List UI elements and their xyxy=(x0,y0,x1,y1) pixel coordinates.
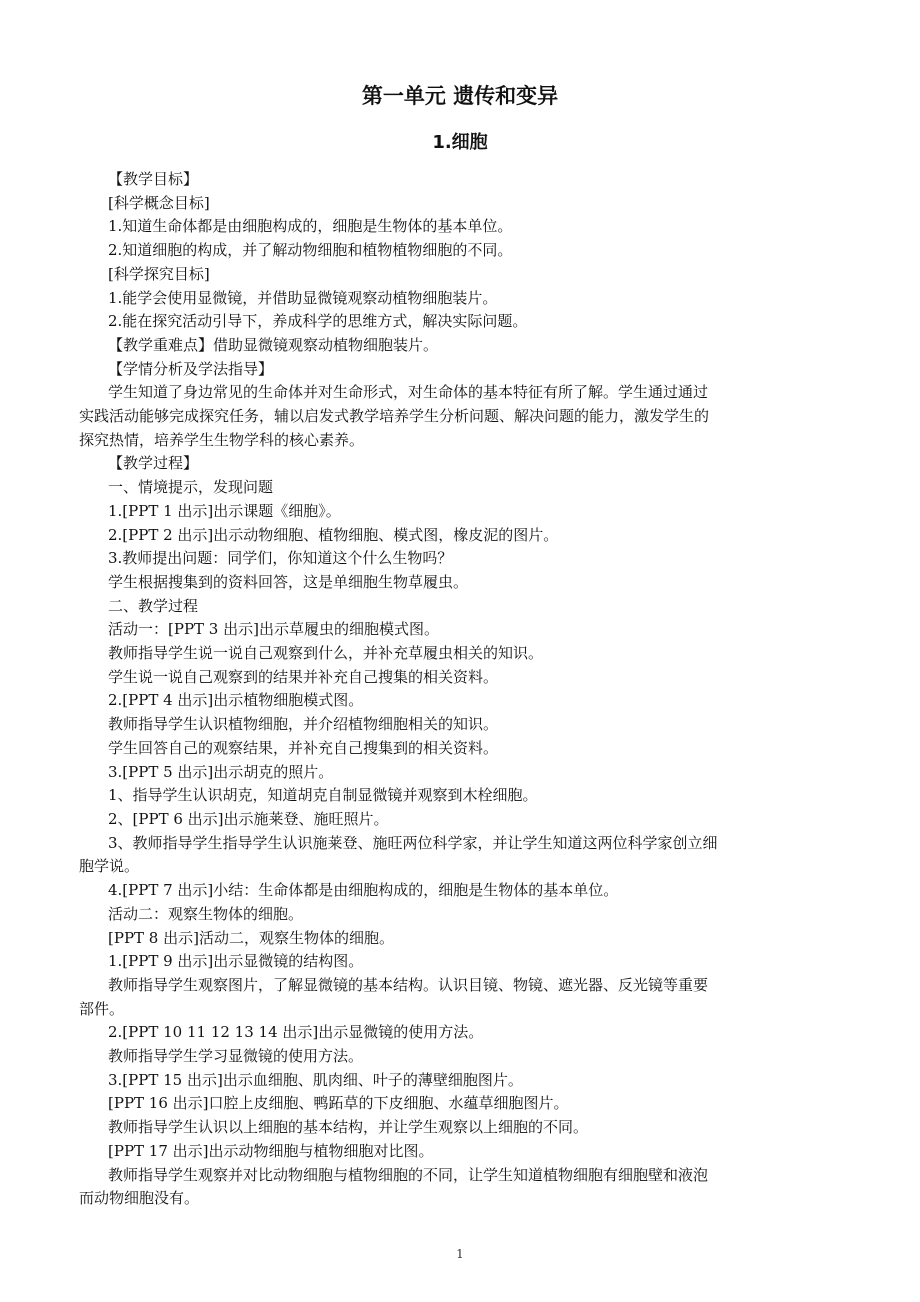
text-line: 教师指导学生认识植物细胞，并介绍植物细胞相关的知识。 xyxy=(108,715,499,734)
document-title: 第一单元 遗传和变异 xyxy=(361,84,559,108)
text-line: 教师指导学生观察图片，了解显微镜的基本结构。认识目镜、物镜、遮光器、反光镜等重要 xyxy=(108,975,709,994)
paragraph xyxy=(79,832,853,879)
text-line: 2、[PPT 6 出示]出示施莱登、施旺照片。 xyxy=(108,809,389,828)
paragraph xyxy=(79,974,853,1021)
text-line: 胞学说。 xyxy=(79,857,140,876)
text-line: [PPT 16 出示]口腔上皮细胞、鸭跖草的下皮细胞、水蕴草细胞图片。 xyxy=(108,1094,569,1113)
document-body xyxy=(79,168,853,1211)
text-line: 3.教师提出问题：同学们，你知道这个什么生物吗？ xyxy=(108,549,453,568)
text-line: 【教学重难点】借助显微镜观察动植物细胞装片。 xyxy=(108,335,439,354)
text-line: 1、指导学生认识胡克，知道胡克自制显微镜并观察到木栓细胞。 xyxy=(108,786,538,805)
text-line: [科学概念目标] xyxy=(108,193,210,212)
text-line: 探究热情，培养学生生物学科的核心素养。 xyxy=(79,430,365,449)
text-line: 教师指导学生学习显微镜的使用方法。 xyxy=(108,1047,364,1066)
paragraph xyxy=(79,1164,853,1211)
text-line: 2.[PPT 2 出示]出示动物细胞、植物细胞、模式图，橡皮泥的图片。 xyxy=(108,525,559,544)
text-line: 【教学过程】 xyxy=(108,454,199,473)
text-line: 4.[PPT 7 出示]小结：生命体都是由细胞构成的，细胞是生物体的基本单位。 xyxy=(108,881,619,900)
text-line: 教师指导学生认识以上细胞的基本结构，并让学生观察以上细胞的不同。 xyxy=(108,1118,589,1137)
text-line: 1.[PPT 1 出示]出示课题《细胞》。 xyxy=(108,501,341,520)
text-line: 2.[PPT 10 11 12 13 14 出示]出示显微镜的使用方法。 xyxy=(108,1023,484,1042)
text-line: 2.[PPT 4 出示]出示植物细胞模式图。 xyxy=(108,691,364,710)
text-line: 【学情分析及学法指导】 xyxy=(108,359,274,378)
text-line: 3.[PPT 15 出示]出示血细胞、肌肉细、叶子的薄壁细胞图片。 xyxy=(108,1070,523,1089)
text-line: 学生知道了身边常见的生命体并对生命形式，对生命体的基本特征有所了解。学生通过通过 xyxy=(108,383,709,402)
text-line: 1.能学会使用显微镜，并借助显微镜观察动植物细胞装片。 xyxy=(108,288,498,307)
text-line: 1.[PPT 9 出示]出示显微镜的结构图。 xyxy=(108,952,364,971)
text-line: 活动二：观察生物体的细胞。 xyxy=(108,904,304,923)
text-line: 教师指导学生说一说自己观察到什么，并补充草履虫相关的知识。 xyxy=(108,644,544,663)
text-line: 而动物细胞没有。 xyxy=(79,1189,200,1208)
lesson-title: 1.细胞 xyxy=(432,132,488,153)
text-line: 学生回答自己的观察结果，并补充自己搜集到的相关资料。 xyxy=(108,738,499,757)
text-line: [科学探究目标] xyxy=(108,264,210,283)
text-line: 教师指导学生观察并对比动物细胞与植物细胞的不同，让学生知道植物细胞有细胞壁和液泡 xyxy=(108,1165,709,1184)
text-line: 学生说一说自己观察到的结果并补充自己搜集的相关资料。 xyxy=(108,667,499,686)
text-line: 学生根据搜集到的资料回答，这是单细胞生物草履虫。 xyxy=(108,572,469,591)
text-line: 2.能在探究活动引导下，养成科学的思维方式，解决实际问题。 xyxy=(108,312,528,331)
text-line: [PPT 8 出示]活动二，观察生物体的细胞。 xyxy=(108,928,394,947)
text-line: [PPT 17 出示]出示动物细胞与植物细胞对比图。 xyxy=(108,1141,434,1160)
text-line: 实践活动能够完成探究任务，辅以启发式教学培养学生分析问题、解决问题的能力，激发学生的 xyxy=(79,407,710,426)
text-line: 【教学目标】 xyxy=(108,170,199,188)
text-line: 1.知道生命体都是由细胞构成的，细胞是生物体的基本单位。 xyxy=(108,217,513,236)
text-line: 二、教学过程 xyxy=(108,596,199,615)
text-line: 3.[PPT 5 出示]出示胡克的照片。 xyxy=(108,762,334,781)
text-line: 2.知道细胞的构成，并了解动物细胞和植物植物细胞的不同。 xyxy=(108,241,513,260)
paragraph xyxy=(79,381,853,452)
text-line: 3、教师指导学生指导学生认识施莱登、施旺两位科学家，并让学生知道这两位科学家创立细 xyxy=(108,833,718,852)
text-line: 活动一：[PPT 3 出示]出示草履虫的细胞模式图。 xyxy=(108,620,439,639)
page-number: 1 xyxy=(456,1247,464,1261)
text-line: 部件。 xyxy=(79,999,125,1018)
text-line: 一、情境提示，发现问题 xyxy=(108,478,274,497)
